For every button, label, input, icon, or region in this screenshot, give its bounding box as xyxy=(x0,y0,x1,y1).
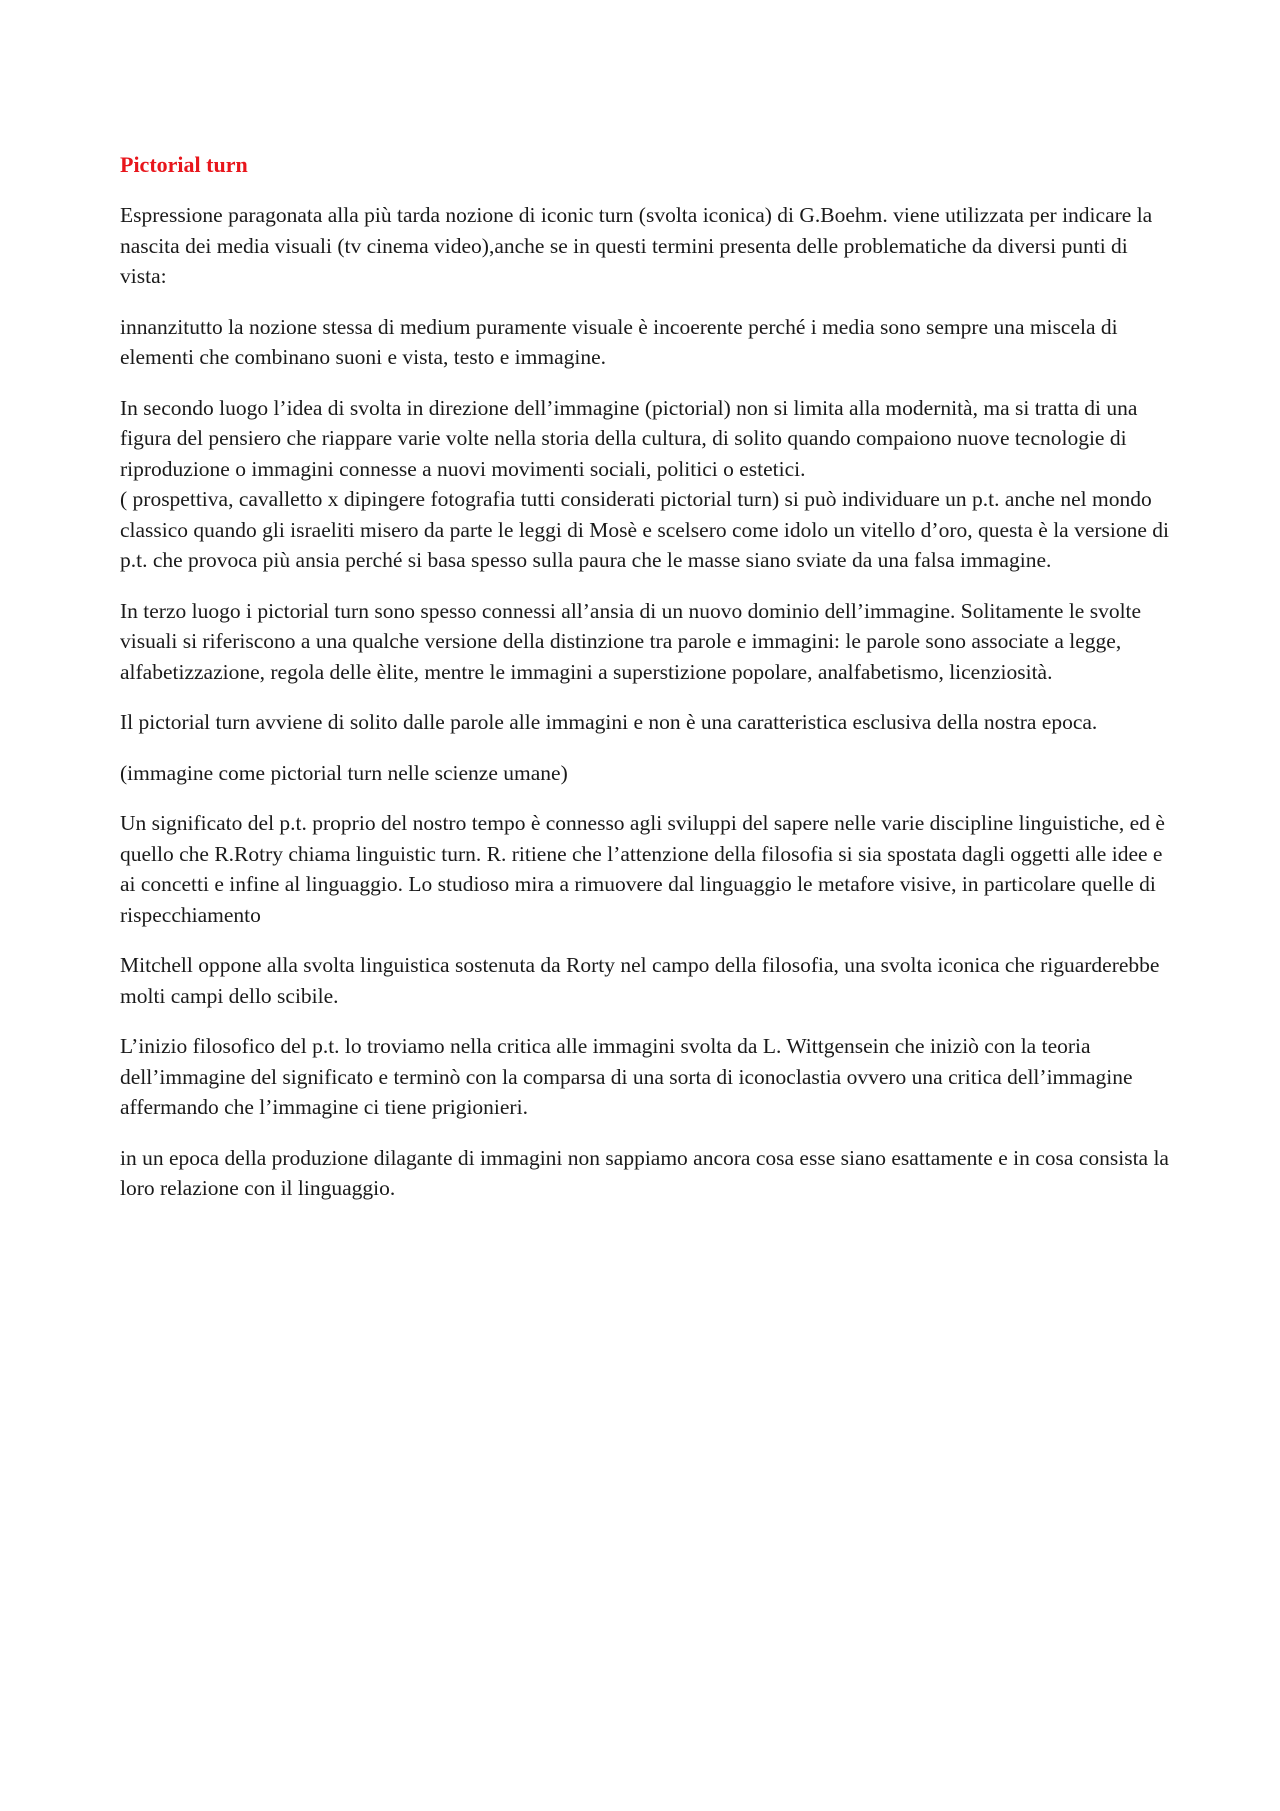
paragraph-3 xyxy=(120,393,1170,576)
paragraph-8: Mitchell oppone alla svolta linguistica sostenuta da Rorty nel campo della filosofia, una svolta iconica che riguarderebbe molti campi dello scibile. xyxy=(120,953,1160,1008)
paragraph-3-part-1: In secondo luogo l’idea di svolta in direzione dell’immagine (pictorial) non si limita alla modernità, ma si tratta di una figura del pensiero che riappare varie volte nella storia della cultura, di solito quando compaiono nuove tecnologie di riproduzione o immagini connesse a nuovi movimenti sociali, politici o estetici. xyxy=(120,395,1138,481)
document-title: Pictorial turn xyxy=(120,152,248,177)
paragraph-2: innanzitutto la nozione stessa di medium puramente visuale è incoerente perché i media sono sempre una miscela di elementi che combinano suoni e vista, testo e immagine. xyxy=(120,314,1118,369)
paragraph-5: Il pictorial turn avviene di solito dalle parole alle immagini e non è una caratteristica esclusiva della nostra epoca. xyxy=(120,710,1098,734)
paragraph-6: (immagine come pictorial turn nelle scienze umane) xyxy=(120,760,568,785)
paragraph-9: L’inizio filosofico del p.t. lo troviamo nella critica alle immagini svolta da L. Wittgensein che iniziò con la teoria dell’immagine del significato e terminò con la comparsa di una sorta di iconoclastia ovvero una critica dell’immagine affermando che l’immagine ci tiene prigionieri. xyxy=(120,1034,1133,1119)
paragraph-1: Espressione paragonata alla più tarda nozione di iconic turn (svolta iconica) di G.Boehm. viene utilizzata per indicare la nascita dei media visuali (tv cinema video),anche se in questi termini presenta delle problematiche da diversi punti di vista: xyxy=(120,203,1153,288)
paragraph-3-part-2: ( prospettiva, cavalletto x dipingere fotografia tutti considerati pictorial turn) si può individuare un p.t. anche nel mondo classico quando gli israeliti misero da parte le leggi di Mosè e scelsero come idolo un vitello d’oro, questa è la versione di p.t. che provoca più ansia perché si basa spesso sulla paura che le masse siano sviate da una falsa immagine. xyxy=(120,487,1170,572)
paragraph-7: Un significato del p.t. proprio del nostro tempo è connesso agli sviluppi del sapere nelle varie discipline linguistiche, ed è quello che R.Rotry chiama linguistic turn. R. ritiene che l’attenzione della filosofia si sia spostata dagli oggetti alle idee e ai concetti e infine al linguaggio. Lo studioso mira a rimuovere dal linguaggio le metafore visive, in particolare quelle di rispecchiamento xyxy=(120,811,1165,927)
paragraph-10: in un epoca della produzione dilagante di immagini non sappiamo ancora cosa esse siano esattamente e in cosa consista la loro relazione con il linguaggio. xyxy=(120,1145,1169,1200)
document-body xyxy=(120,150,1170,1224)
paragraph-4: In terzo luogo i pictorial turn sono spesso connessi all’ansia di un nuovo dominio dell’immagine. Solitamente le svolte visuali si riferiscono a una qualche versione della distinzione tra parole e immagini: le parole sono associate a legge, alfabetizzazione, regola delle èlite, mentre le immagini a superstizione popolare, analfabetismo, licenziosità. xyxy=(120,598,1142,684)
